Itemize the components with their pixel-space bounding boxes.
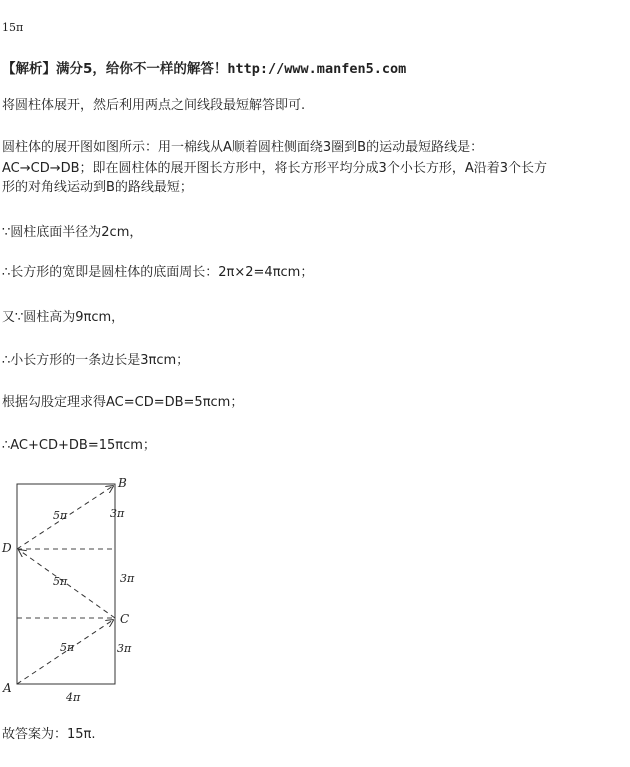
- text-line-6: ∴长方形的宽即是圆柱体的底面周长：2π×2=4πcm；: [2, 265, 314, 280]
- text-line-5: ∵圆柱底面半径为2cm，: [2, 225, 143, 240]
- point-a-label: A: [3, 681, 12, 695]
- text-line-11: 故答案为：15π.: [2, 727, 96, 742]
- label-5pi-db: 5π: [53, 509, 68, 522]
- label-5pi-ac: 5π: [60, 641, 75, 654]
- header-prefix: 【解析】满分5，给你不一样的解答！: [2, 61, 228, 77]
- header-url[interactable]: http://www.manfen5.com: [227, 61, 407, 77]
- text-line-9: 根据勾股定理求得AC=CD=DB=5πcm；: [2, 395, 244, 410]
- label-3pi-bottom: 3π: [117, 642, 132, 655]
- text-line-4: 形的对角线运动到B的路线最短；: [2, 180, 193, 195]
- text-line-3: AC→CD→DB；即在圆柱体的展开图长方形中，将长方形平均分成3个小长方形，A沿着3个长方: [2, 161, 547, 176]
- text-line-8: ∴小长方形的一条边长是3πcm；: [2, 353, 190, 368]
- label-5pi-cd: 5π: [53, 575, 68, 588]
- unrolled-cylinder-diagram: [0, 470, 160, 710]
- point-b-label: B: [118, 476, 127, 490]
- text-line-1: 将圆柱体展开，然后利用两点之间线段最短解答即可.: [2, 98, 306, 113]
- label-3pi-middle: 3π: [120, 572, 135, 585]
- text-line-7: 又∵圆柱高为9πcm，: [2, 310, 125, 325]
- point-d-label: D: [2, 541, 12, 555]
- analysis-header: [2, 61, 406, 77]
- point-c-label: C: [120, 612, 130, 626]
- answer-top: 15π: [2, 21, 24, 34]
- label-3pi-top: 3π: [110, 507, 125, 520]
- text-line-10: ∴AC+CD+DB=15πcm；: [2, 438, 156, 453]
- text-line-2: 圆柱体的展开图如图所示：用一棉线从A顺着圆柱侧面绕3圈到B的运动最短路线是：: [2, 140, 484, 155]
- label-4pi-width: 4π: [66, 691, 81, 704]
